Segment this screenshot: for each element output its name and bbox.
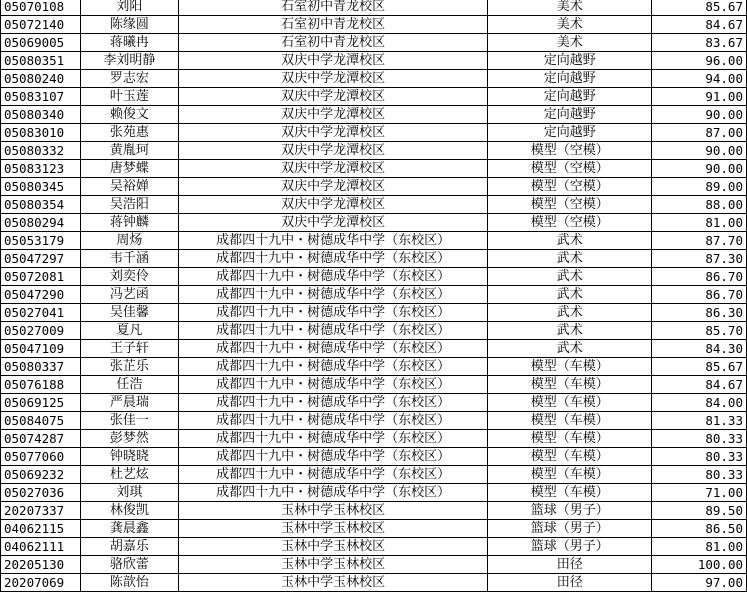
student-name-cell: 刘琪: [80, 484, 178, 502]
event-cell: 武术: [488, 250, 652, 268]
student-name-cell: 陈歆怡: [80, 574, 178, 592]
student-id-cell: 05080345: [1, 178, 81, 196]
table-row: [1, 556, 747, 574]
event-cell: 模型（空模）: [488, 142, 652, 160]
student-name-cell: 龚晨鑫: [80, 520, 178, 538]
school-cell: 玉林中学玉林校区: [178, 556, 488, 574]
score-cell: 80.33: [652, 466, 747, 484]
student-name-cell: 吴佳馨: [80, 304, 178, 322]
school-cell: 成都四十九中・树德成华中学（东校区）: [178, 484, 488, 502]
table-row: [1, 124, 747, 142]
table-row: [1, 502, 747, 520]
student-name-cell: 陈缘圆: [80, 16, 178, 34]
student-name-cell: 刘阳: [80, 0, 178, 16]
score-cell: 87.30: [652, 250, 747, 268]
student-id-cell: 05027041: [1, 304, 81, 322]
student-id-cell: 05074287: [1, 430, 81, 448]
event-cell: 美术: [488, 16, 652, 34]
table-row: [1, 16, 747, 34]
table-row: [1, 196, 747, 214]
event-cell: 武术: [488, 340, 652, 358]
school-cell: 双庆中学龙潭校区: [178, 142, 488, 160]
school-cell: 双庆中学龙潭校区: [178, 178, 488, 196]
table-row: [1, 574, 747, 592]
school-cell: 成都四十九中・树德成华中学（东校区）: [178, 376, 488, 394]
school-cell: 双庆中学龙潭校区: [178, 196, 488, 214]
school-cell: 成都四十九中・树德成华中学（东校区）: [178, 430, 488, 448]
student-id-cell: 05084075: [1, 412, 81, 430]
school-cell: 玉林中学玉林校区: [178, 538, 488, 556]
table-row: [1, 160, 747, 178]
student-name-cell: 钟晓晓: [80, 448, 178, 466]
table-row: [1, 268, 747, 286]
student-name-cell: 蒋钟麟: [80, 214, 178, 232]
event-cell: 模型（车模）: [488, 376, 652, 394]
score-cell: 71.00: [652, 484, 747, 502]
event-cell: 定向越野: [488, 124, 652, 142]
student-name-cell: 刘奕伶: [80, 268, 178, 286]
student-id-cell: 05083010: [1, 124, 81, 142]
table-row: [1, 430, 747, 448]
table-row: [1, 538, 747, 556]
table-row: [1, 394, 747, 412]
score-cell: 89.50: [652, 502, 747, 520]
student-name-cell: 任浩: [80, 376, 178, 394]
school-cell: 石室初中青龙校区: [178, 0, 488, 16]
school-cell: 石室初中青龙校区: [178, 16, 488, 34]
student-id-cell: 05047290: [1, 286, 81, 304]
school-cell: 成都四十九中・树德成华中学（东校区）: [178, 358, 488, 376]
event-cell: 模型（车模）: [488, 394, 652, 412]
student-id-cell: 05080332: [1, 142, 81, 160]
score-cell: 85.70: [652, 322, 747, 340]
table-row: [1, 52, 747, 70]
score-cell: 100.00: [652, 556, 747, 574]
score-cell: 83.67: [652, 34, 747, 52]
score-cell: 94.00: [652, 70, 747, 88]
school-cell: 双庆中学龙潭校区: [178, 106, 488, 124]
event-cell: 模型（空模）: [488, 160, 652, 178]
school-cell: 成都四十九中・树德成华中学（东校区）: [178, 412, 488, 430]
event-cell: 模型（车模）: [488, 448, 652, 466]
school-cell: 玉林中学玉林校区: [178, 574, 488, 592]
school-cell: 成都四十九中・树德成华中学（东校区）: [178, 448, 488, 466]
school-cell: 双庆中学龙潭校区: [178, 214, 488, 232]
event-cell: 篮球（男子）: [488, 502, 652, 520]
student-id-cell: 05076188: [1, 376, 81, 394]
score-cell: 90.00: [652, 160, 747, 178]
table-row: [1, 520, 747, 538]
event-cell: 田径: [488, 556, 652, 574]
score-cell: 84.00: [652, 394, 747, 412]
table-row: [1, 340, 747, 358]
event-cell: 定向越野: [488, 52, 652, 70]
score-cell: 84.30: [652, 340, 747, 358]
student-id-cell: 04062115: [1, 520, 81, 538]
school-cell: 双庆中学龙潭校区: [178, 160, 488, 178]
student-id-cell: 04062111: [1, 538, 81, 556]
student-name-cell: 冯艺函: [80, 286, 178, 304]
score-cell: 91.00: [652, 88, 747, 106]
table-row: [1, 106, 747, 124]
student-name-cell: 张芷乐: [80, 358, 178, 376]
student-id-cell: 20205130: [1, 556, 81, 574]
student-id-cell: 05080294: [1, 214, 81, 232]
student-name-cell: 蒋曦冉: [80, 34, 178, 52]
score-cell: 88.00: [652, 196, 747, 214]
table-row: [1, 0, 747, 16]
school-cell: 成都四十九中・树德成华中学（东校区）: [178, 340, 488, 358]
student-name-cell: 罗志宏: [80, 70, 178, 88]
score-cell: 81.33: [652, 412, 747, 430]
event-cell: 模型（车模）: [488, 466, 652, 484]
event-cell: 模型（车模）: [488, 484, 652, 502]
table-row: [1, 484, 747, 502]
school-cell: 成都四十九中・树德成华中学（东校区）: [178, 268, 488, 286]
school-cell: 玉林中学玉林校区: [178, 520, 488, 538]
student-name-cell: 韦千涵: [80, 250, 178, 268]
event-cell: 定向越野: [488, 70, 652, 88]
table-row: [1, 412, 747, 430]
school-cell: 成都四十九中・树德成华中学（东校区）: [178, 304, 488, 322]
table-row: [1, 376, 747, 394]
student-name-cell: 王子轩: [80, 340, 178, 358]
student-name-cell: 杜艺炫: [80, 466, 178, 484]
student-name-cell: 周炀: [80, 232, 178, 250]
score-cell: 97.00: [652, 574, 747, 592]
score-cell: 81.00: [652, 538, 747, 556]
event-cell: 美术: [488, 34, 652, 52]
student-id-cell: 05070108: [1, 0, 81, 16]
event-cell: 田径: [488, 574, 652, 592]
school-cell: 成都四十九中・树德成华中学（东校区）: [178, 250, 488, 268]
score-cell: 86.70: [652, 286, 747, 304]
student-id-cell: 05072081: [1, 268, 81, 286]
event-cell: 定向越野: [488, 106, 652, 124]
school-cell: 双庆中学龙潭校区: [178, 70, 488, 88]
student-name-cell: 骆欣蕾: [80, 556, 178, 574]
student-id-cell: 05047109: [1, 340, 81, 358]
table-row: [1, 178, 747, 196]
score-cell: 81.00: [652, 214, 747, 232]
event-cell: 篮球（男子）: [488, 520, 652, 538]
table-row: [1, 286, 747, 304]
student-id-cell: 05080337: [1, 358, 81, 376]
table-row: [1, 214, 747, 232]
table-row: [1, 304, 747, 322]
table-row: [1, 448, 747, 466]
student-id-cell: 05053179: [1, 232, 81, 250]
school-cell: 成都四十九中・树德成华中学（东校区）: [178, 232, 488, 250]
student-name-cell: 吴浩阳: [80, 196, 178, 214]
school-cell: 成都四十九中・树德成华中学（东校区）: [178, 394, 488, 412]
table-row: [1, 232, 747, 250]
table-row: [1, 466, 747, 484]
table-row: [1, 88, 747, 106]
student-id-cell: 05027009: [1, 322, 81, 340]
student-id-cell: 05027036: [1, 484, 81, 502]
student-name-cell: 夏凡: [80, 322, 178, 340]
student-name-cell: 吴裕婵: [80, 178, 178, 196]
student-id-cell: 05080351: [1, 52, 81, 70]
event-cell: 武术: [488, 232, 652, 250]
event-cell: 武术: [488, 286, 652, 304]
student-id-cell: 05080340: [1, 106, 81, 124]
student-id-cell: 05080240: [1, 70, 81, 88]
event-cell: 模型（车模）: [488, 430, 652, 448]
score-cell: 85.67: [652, 358, 747, 376]
score-cell: 89.00: [652, 178, 747, 196]
score-cell: 90.00: [652, 142, 747, 160]
score-cell: 84.67: [652, 376, 747, 394]
student-name-cell: 彭梦然: [80, 430, 178, 448]
student-id-cell: 05083107: [1, 88, 81, 106]
student-id-cell: 20207069: [1, 574, 81, 592]
score-cell: 84.67: [652, 16, 747, 34]
score-cell: 86.50: [652, 520, 747, 538]
student-id-cell: 05069005: [1, 34, 81, 52]
student-name-cell: 唐梦蝶: [80, 160, 178, 178]
student-name-cell: 赖俊文: [80, 106, 178, 124]
student-id-cell: 05047297: [1, 250, 81, 268]
event-cell: 模型（空模）: [488, 196, 652, 214]
student-name-cell: 张苑惠: [80, 124, 178, 142]
score-cell: 87.70: [652, 232, 747, 250]
student-id-cell: 05080354: [1, 196, 81, 214]
student-id-cell: 05069125: [1, 394, 81, 412]
event-cell: 模型（空模）: [488, 178, 652, 196]
student-id-cell: 05069232: [1, 466, 81, 484]
student-id-cell: 20207337: [1, 502, 81, 520]
event-cell: 定向越野: [488, 88, 652, 106]
school-cell: 双庆中学龙潭校区: [178, 52, 488, 70]
results-table-body: [1, 0, 747, 592]
student-name-cell: 李刘明静: [80, 52, 178, 70]
student-id-cell: 05072140: [1, 16, 81, 34]
student-name-cell: 胡嘉乐: [80, 538, 178, 556]
student-id-cell: 05083123: [1, 160, 81, 178]
event-cell: 模型（空模）: [488, 214, 652, 232]
student-name-cell: 张佳一: [80, 412, 178, 430]
school-cell: 成都四十九中・树德成华中学（东校区）: [178, 322, 488, 340]
score-cell: 96.00: [652, 52, 747, 70]
school-cell: 双庆中学龙潭校区: [178, 88, 488, 106]
table-row: [1, 322, 747, 340]
score-cell: 86.70: [652, 268, 747, 286]
event-cell: 美术: [488, 0, 652, 16]
event-cell: 模型（车模）: [488, 358, 652, 376]
student-name-cell: 黄胤珂: [80, 142, 178, 160]
table-row: [1, 70, 747, 88]
school-cell: 玉林中学玉林校区: [178, 502, 488, 520]
student-name-cell: 叶玉莲: [80, 88, 178, 106]
student-id-cell: 05077060: [1, 448, 81, 466]
score-cell: 87.00: [652, 124, 747, 142]
school-cell: 双庆中学龙潭校区: [178, 124, 488, 142]
student-name-cell: 林俊凯: [80, 502, 178, 520]
event-cell: 武术: [488, 268, 652, 286]
score-cell: 85.67: [652, 0, 747, 16]
table-row: [1, 34, 747, 52]
school-cell: 成都四十九中・树德成华中学（东校区）: [178, 286, 488, 304]
student-name-cell: 严晨瑞: [80, 394, 178, 412]
school-cell: 石室初中青龙校区: [178, 34, 488, 52]
score-cell: 90.00: [652, 106, 747, 124]
table-row: [1, 358, 747, 376]
event-cell: 武术: [488, 304, 652, 322]
score-cell: 80.33: [652, 448, 747, 466]
event-cell: 模型（车模）: [488, 412, 652, 430]
event-cell: 武术: [488, 322, 652, 340]
school-cell: 成都四十九中・树德成华中学（东校区）: [178, 466, 488, 484]
score-cell: 86.30: [652, 304, 747, 322]
score-cell: 80.33: [652, 430, 747, 448]
table-row: [1, 142, 747, 160]
table-row: [1, 250, 747, 268]
event-cell: 篮球（男子）: [488, 538, 652, 556]
